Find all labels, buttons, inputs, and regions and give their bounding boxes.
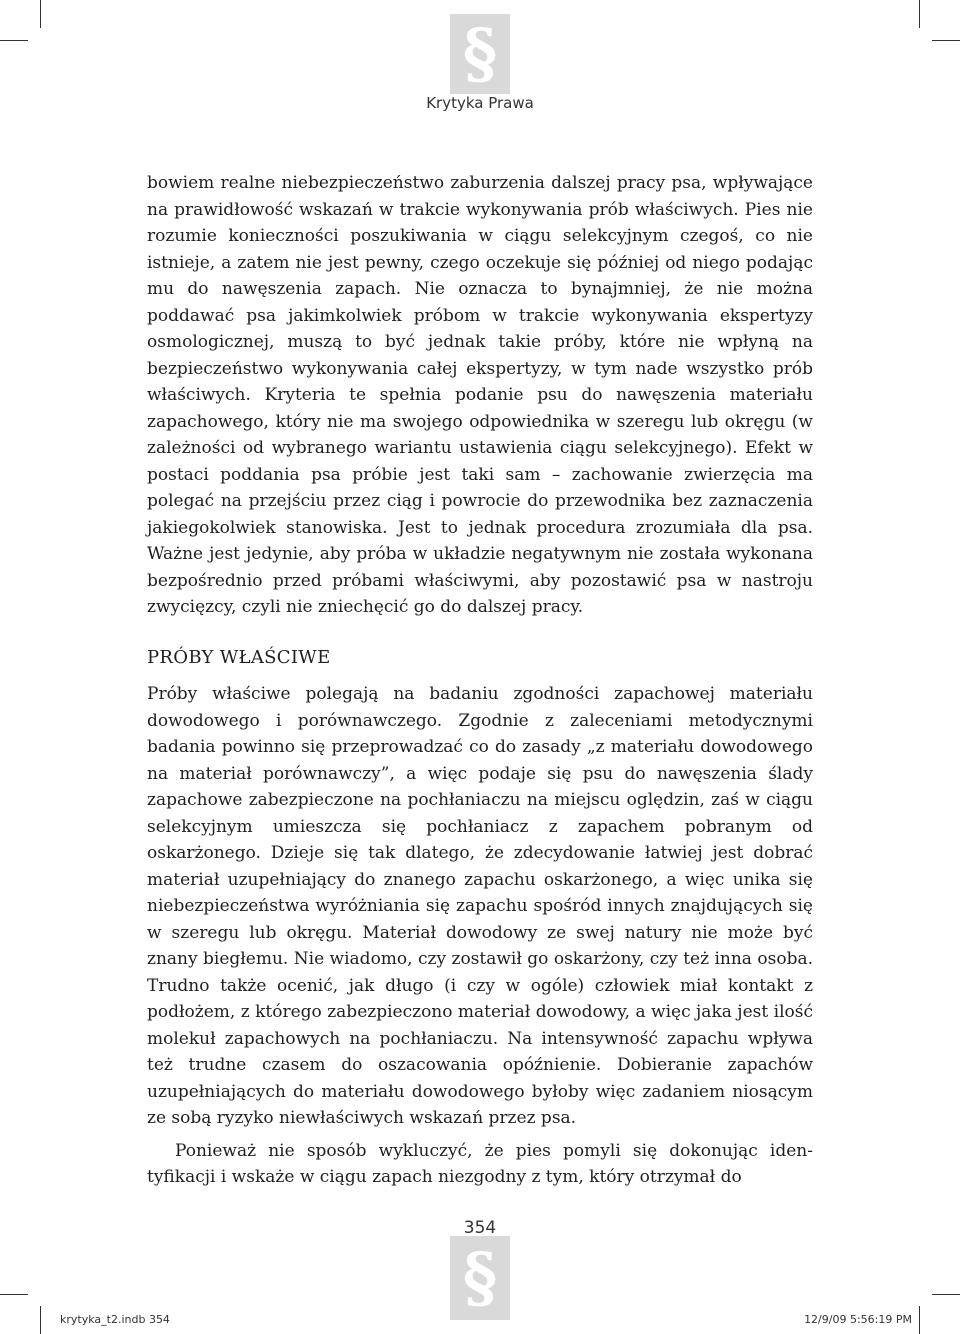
page-number: 354 [463, 1218, 497, 1238]
crop-mark [932, 1294, 960, 1295]
section-sign-watermark-top: § [450, 14, 510, 94]
body-paragraph: bowiem realne niebezpieczeństwo zaburzenia dalszej pracy psa, wpływające na prawidłowość wskazań w trakcie wykonywania prób właściwych. Pies nie rozumie konieczności poszukiwania w ciągu selekcyjnym czegoś, co nie istnieje, a zatem nie jest pewny, czego oczekuje się później od niego podając mu do nawęszenia zapach. Nie oznacza to bynajmniej, że nie można poddawać psa jakimkolwiek próbom w trakcie wykonywania ekspertyzy osmologicznej, muszą to być jednak takie próby, które nie wpłyną na bezpieczeństwo wykonywania całej ekspertyzy, w tym nade wszystko prób właściwych. Kryteria te spełnia podanie psu do nawęszenia materiału zapachowego, który nie ma swojego odpowiednika w szeregu lub okręgu (w zależności od wybranego wariantu ustawienia ciągu selekcyjnego). Efekt w postaci poddania psa próbie jest taki sam – zachowanie zwierzęcia ma polegać na przejściu przez ciąg i powrocie do przewodnika bez zaznaczenia jakiegokolwiek stanowiska. Jest to jednak procedura zrozumiała dla psa. Ważne jest jedynie, aby próba w układzie negatywnym nie została wykonana bezpośrednio przed próbami właściwymi, aby pozostawić psa w nastroju zwycięzcy, czyli nie zniechęcić go do dalszej pracy. [147, 173, 813, 617]
body-paragraph: Próby właściwe polegają na badaniu zgodności zapachowej materiału dowodowego i porównawczego. Zgodnie z zaleceniami metodycznymi badania powinno się przeprowadzać co do zasady „z materiału dowodowego na materiał porównawczy”, a więc podaje się psu do nawęszenia ślady zapachowe zabezpieczone na pochłaniaczu na miejscu oględzin, zaś w ciągu selekcyjnym umieszcza się pochłaniacz z zapachem pobranym od oskarżonego. Dzieje się tak dlatego, że zdecydowanie łatwiej jest dobrać materiał uzupełniający do znanego zapachu oskarżonego, a więc unika się niebezpieczeństwa wyróżniania się zapachu spośród innych znajdujących się w szeregu lub okręgu. Materiał dowodowy ze swej natury nie może być znany biegłemu. Nie wiadomo, czy zostawił go oskarżony, czy też inna osoba. Trudno także ocenić, jak długo (i czy w ogóle) człowiek miał kontakt z podłożem, z którego zabezpieczono materiał dowodowy, a więc jaka jest ilość molekuł zapachowych na pochłaniaczu. Na intensywność zapachu wpływa też trudne czasem do oszacowania opóźnienie. Dobieranie zapachów uzupełniających do materiału dowodowego byłoby więc zadaniem niosącym ze sobą ryzyko niewłaściwych wskazań przez psa. [147, 684, 813, 1128]
page-body [147, 170, 813, 1191]
crop-mark [919, 0, 920, 28]
crop-mark [40, 1306, 41, 1334]
body-paragraph: Ponieważ nie sposób wykluczyć, że pies pomyli się dokonując identyfikacji i wskaże w ciągu zapach niezgodny z tym, który otrzymał do [147, 1140, 813, 1187]
crop-mark [40, 0, 41, 28]
section-heading: PRÓBY WŁAŚCIWE [147, 646, 331, 668]
crop-mark [0, 40, 28, 41]
running-title: Krytyka Prawa [426, 94, 534, 112]
section-sign-watermark-bottom: § [450, 1236, 510, 1320]
print-slug-date: 12/9/09 5:56:19 PM [804, 1313, 912, 1326]
crop-mark [932, 40, 960, 41]
print-slug-file: krytyka_t2.indb 354 [60, 1313, 170, 1326]
crop-mark [919, 1306, 920, 1334]
crop-mark [0, 1294, 28, 1295]
